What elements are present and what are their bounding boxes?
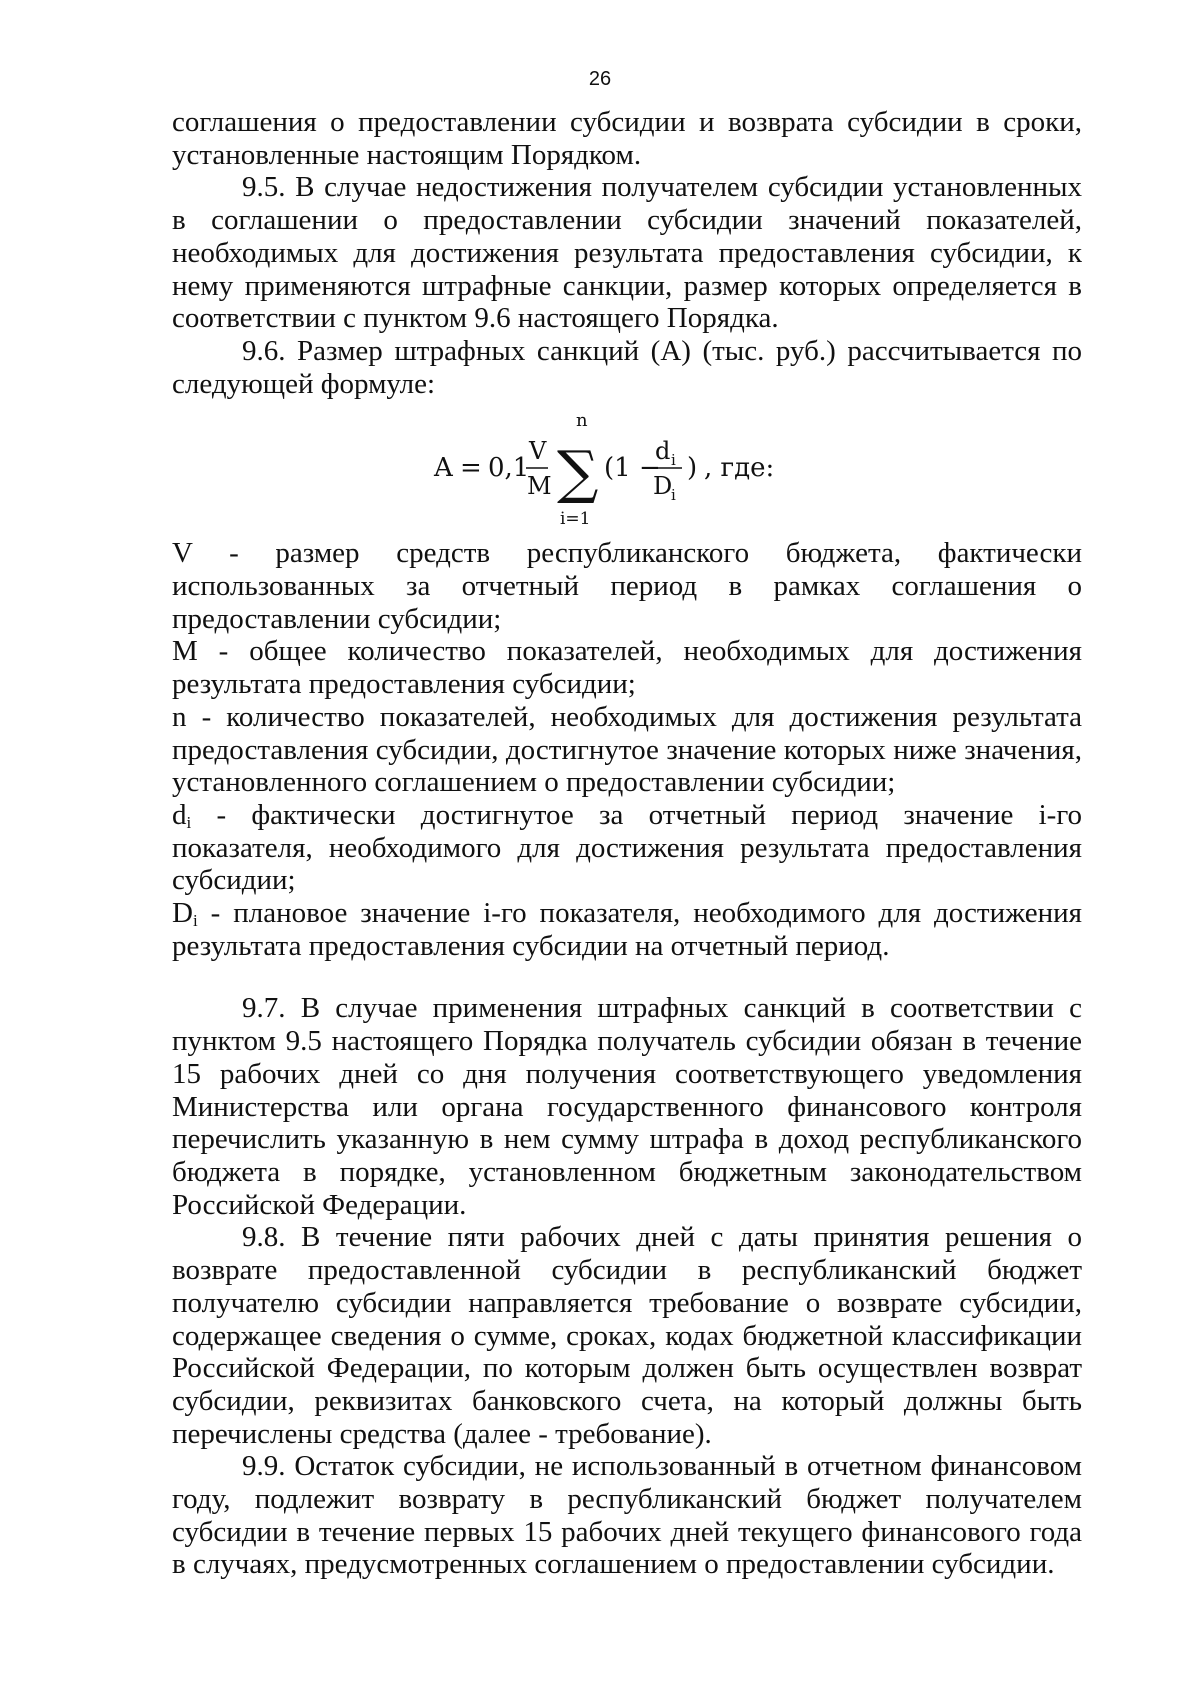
paragraph-9-9: 9.9. Остаток субсидии, не использованный в отчетном финансовом году, подлежит возврату в республиканский бюджет получателем субсидии в течение первых 15 рабочих дней текущего финансового года в случаях, предусмотренных соглашением о предоставлении субсидии. — [172, 1450, 1082, 1581]
definition-d-index: i — [186, 812, 192, 832]
formula-inner-numerator: d — [655, 437, 671, 466]
formula-coefficient: 0,1 — [488, 453, 530, 484]
penalty-formula — [172, 406, 1082, 536]
formula-paren-open: (1 − — [604, 453, 661, 484]
paragraph-continuation: соглашения о предоставлении субсидии и возврата субсидии в сроки, установленные настоящим Порядком. — [172, 106, 1082, 171]
definition-n: n - количество показателей, необходимых для достижения результата предоставления субсидии, достигнутое значение которых ниже значения, установленного соглашением о предоставлении субсидии; — [172, 700, 1082, 799]
formula-frac-numerator: V — [529, 437, 547, 466]
page-number: 26 — [588, 68, 612, 90]
paragraph-9-7: 9.7. В случае применения штрафных санкций в соответствии с пунктом 9.5 настоящего Порядка получатель субсидии обязан в течение 15 рабочих дней со дня получения соответствующего уведомления Министерства или органа государственного финансового контроля перечислить указанную в нем сумму штрафа в доход республиканского бюджета в порядке, установленном бюджетным законодательством Российской Федерации. — [172, 992, 1082, 1221]
formula-inner-num-index: i — [671, 451, 676, 470]
formula-suffix: , где: — [704, 453, 775, 484]
formula-frac-denominator: M — [527, 472, 552, 501]
paragraph-9-5: 9.5. В случае недостижения получателем субсидии установленных в соглашении о предоставлении субсидии значений показателей, необходимых для достижения результата предоставления субсидии, к нему применяются штрафные санкции, размер которых определяется в соответствии с пунктом 9.6 настоящего Порядка. — [172, 171, 1082, 335]
section-gap — [172, 962, 1082, 992]
definition-v: V - размер средств республиканского бюджета, фактически использованных за отчетный период в рамках соглашения о предоставлении субсидии; — [172, 537, 1082, 635]
definition-d-text: - фактически достигнутое за отчетный период значение i-го показателя, необходимого для достижения результата предоставления субсидии; — [172, 798, 1082, 897]
definition-d-i — [172, 799, 1082, 897]
formula-lhs: A — [434, 453, 453, 484]
definition-dd-index: i — [192, 911, 198, 931]
definition-dd-i — [172, 897, 1082, 962]
formula-sum-lower: i=1 — [560, 509, 591, 530]
formula-inner-denominator: D — [653, 472, 673, 501]
definition-dd-text: - плановое значение i-го показателя, необходимого для достижения результата предоставления субсидии на отчетный период. — [172, 897, 1082, 962]
formula-equals: = — [460, 453, 482, 484]
formula-inner-den-index: i — [671, 486, 676, 505]
document-body — [172, 106, 1082, 1581]
definition-m: M - общее количество показателей, необходимых для достижения результата предоставления субсидии; — [172, 635, 1082, 701]
definition-dd-symbol: D — [172, 897, 193, 930]
formula-svg — [172, 406, 1082, 536]
formula-paren-close: ) — [687, 453, 698, 484]
formula-sum-symbol: ∑ — [557, 438, 599, 507]
definition-d-symbol: d — [172, 798, 187, 831]
paragraph-9-8: 9.8. В течение пяти рабочих дней с даты принятия решения о возврате предоставленной субсидии в республиканский бюджет получателю субсидии направляется требование о возврате субсидии, содержащее сведения о сумме, сроках, кодах бюджетной классификации Российской Федерации, по которым должен быть осуществлен возврат субсидии, реквизитах банковского счета, на который должны быть перечислены средства (далее - требование). — [172, 1221, 1082, 1450]
formula-sum-upper: n — [576, 410, 588, 432]
paragraph-9-6: 9.6. Размер штрафных санкций (А) (тыс. руб.) рассчитывается по следующей формуле: — [172, 334, 1082, 400]
